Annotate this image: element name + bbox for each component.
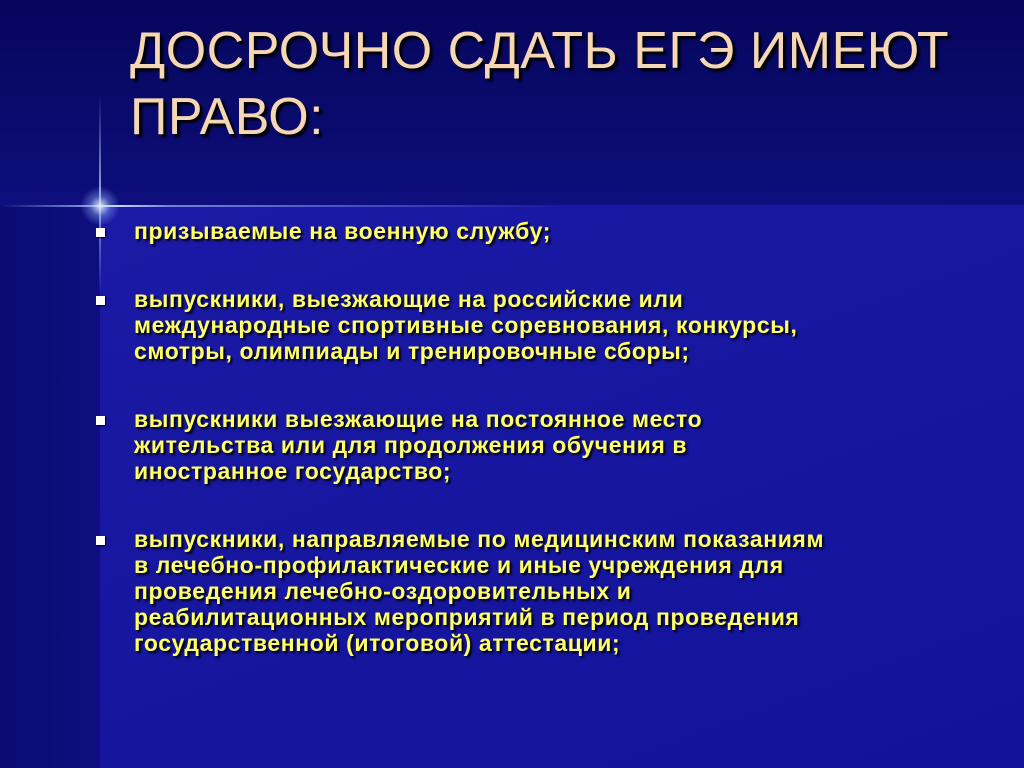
bullet-text: призываемые на военную службу; (134, 218, 551, 244)
slide-title: ДОСРОЧНО СДАТЬ ЕГЭ ИМЕЮТ ПРАВО: (130, 22, 950, 146)
bullet-text: выпускники, направляемые по медицинским показаниям в лечебно-профилактические и иные учреждения для проведения лечебно-оздоровительных и реабилитационных мероприятий в период проведения государственной (итоговой) аттестации; (134, 526, 825, 656)
left-band (0, 205, 100, 768)
bullet-item-military (96, 218, 996, 244)
bullet-item-competitions (96, 286, 996, 364)
bullet-text: выпускники, выезжающие на российские или международные спортивные соревнования, конкурсы, смотры, олимпиады и тренировочные сборы; (134, 286, 798, 364)
square-bullet-icon (96, 416, 105, 425)
square-bullet-icon (96, 228, 105, 237)
bullet-item-relocation (96, 406, 996, 484)
square-bullet-icon (96, 296, 105, 305)
bullet-text: выпускники выезжающие на постоянное место жительства или для продолжения обучения в иностранное государство; (134, 406, 703, 484)
bullet-list (96, 218, 996, 698)
square-bullet-icon (96, 536, 105, 545)
bullet-item-medical (96, 526, 996, 656)
